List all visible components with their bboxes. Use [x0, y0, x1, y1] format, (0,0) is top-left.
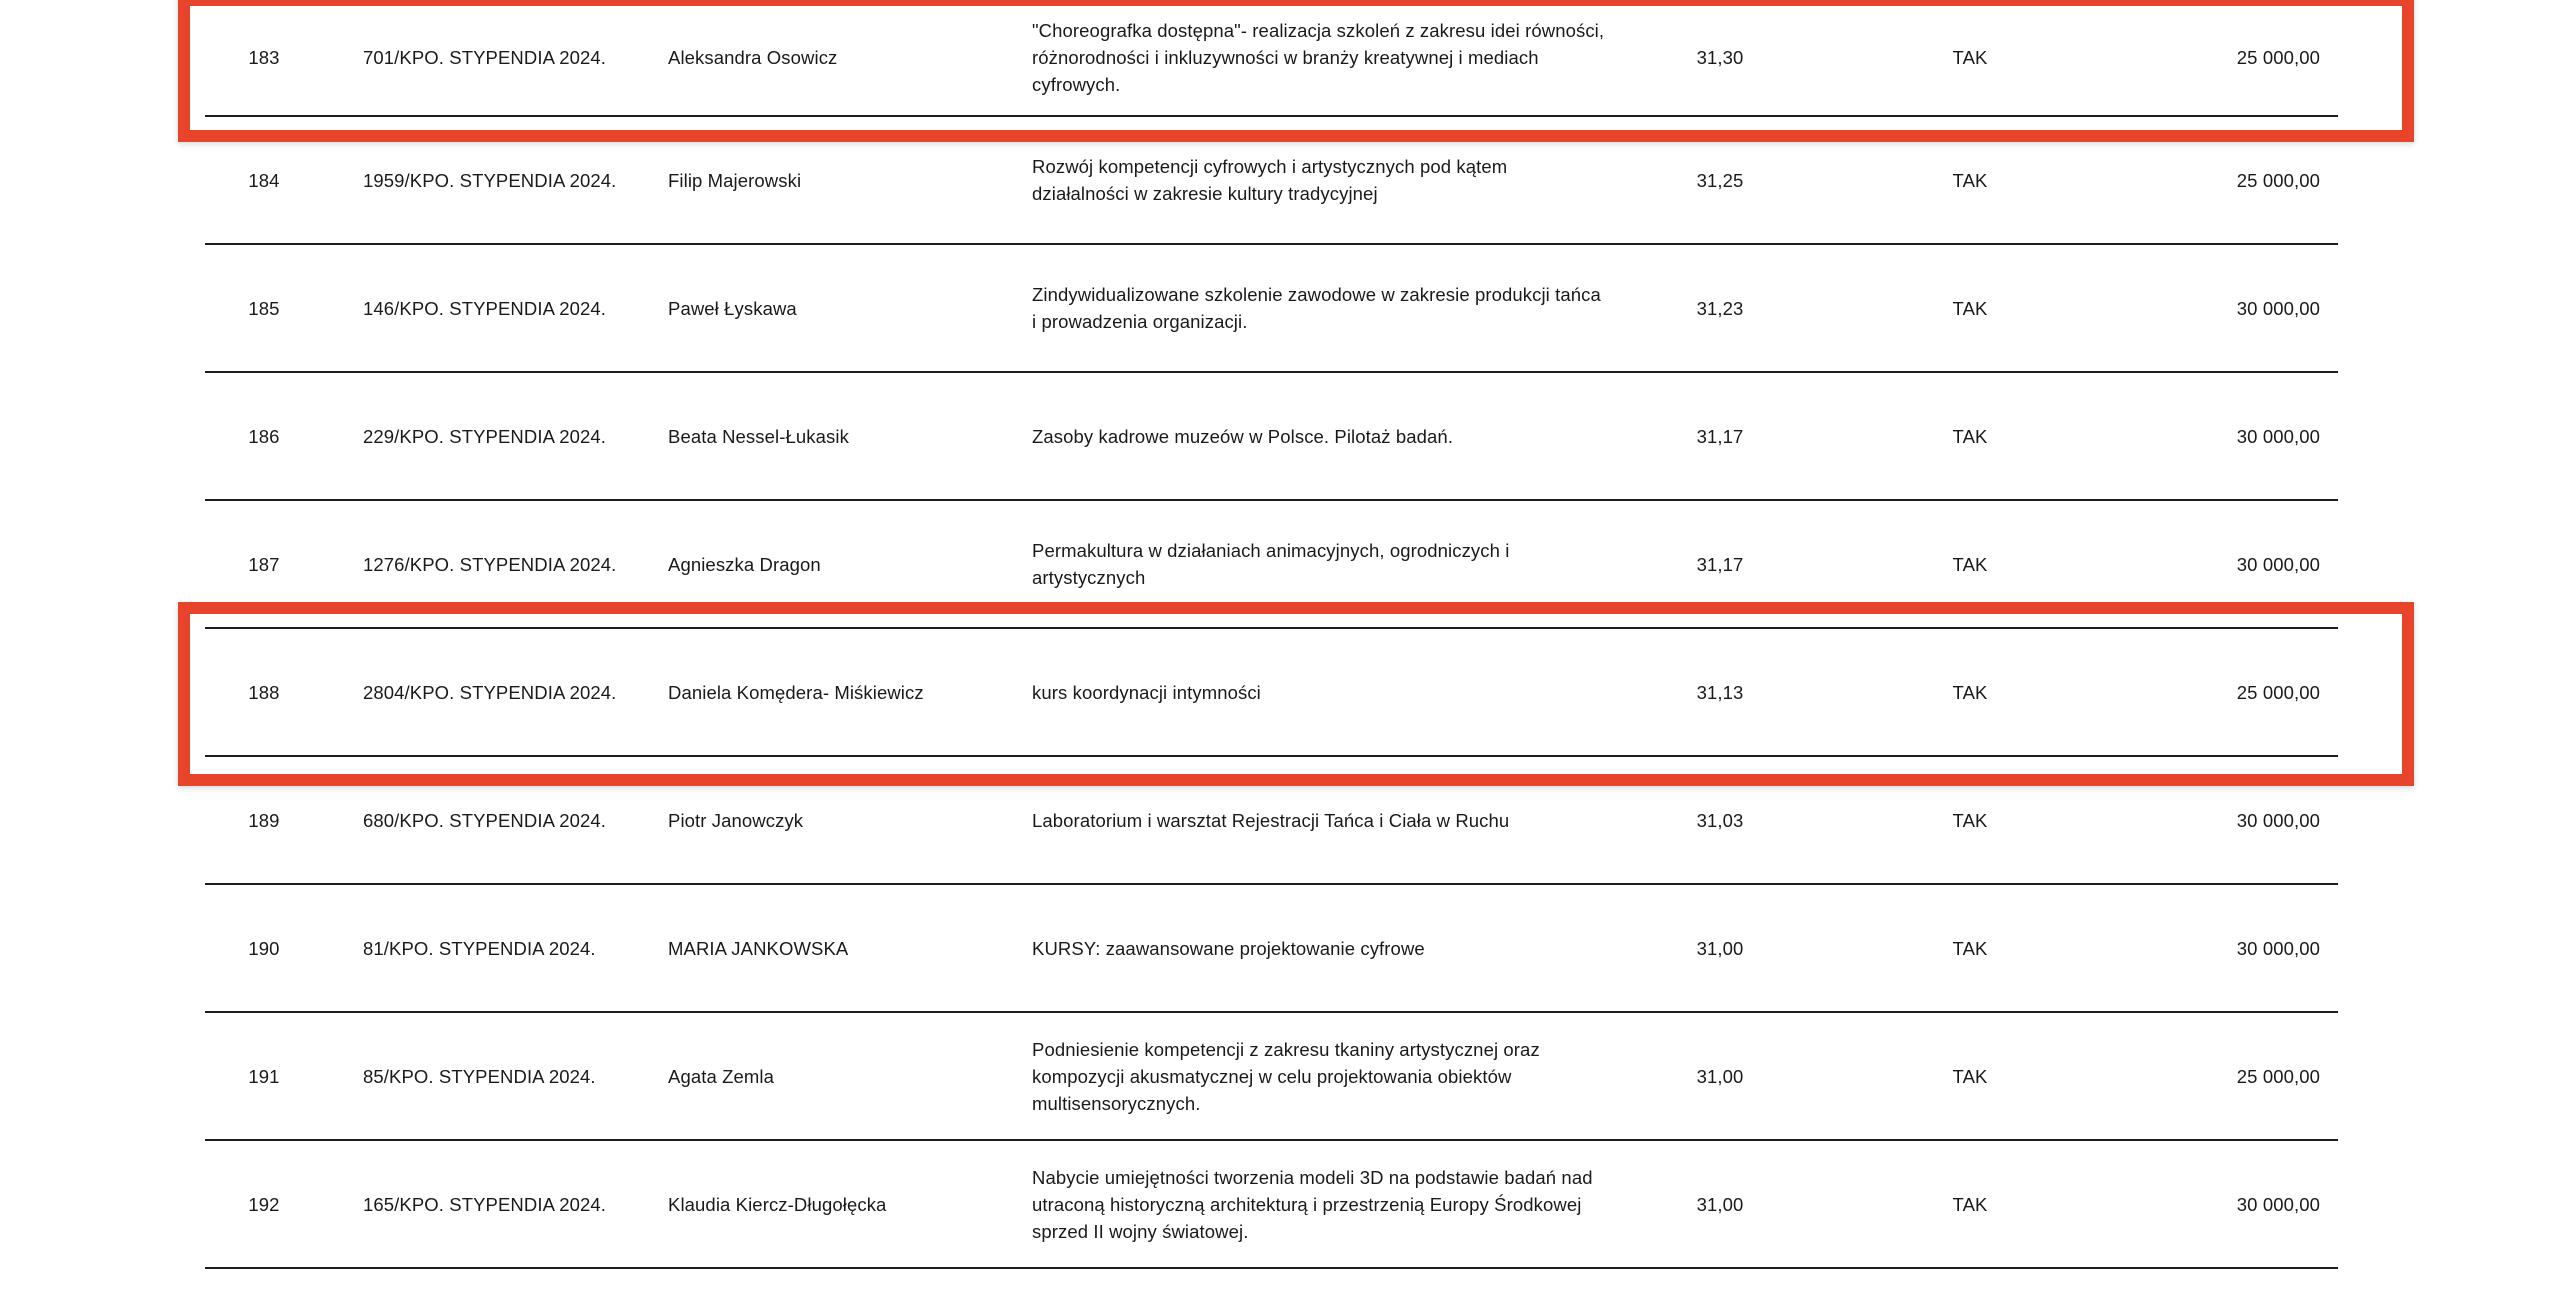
table-row: [205, 117, 2338, 245]
project-title: kurs koordynacji intymności: [1032, 681, 1261, 703]
project-title: Zindywidualizowane szkolenie zawodowe w zakresie produkcji tańca i prowadzenia organizacji.: [1032, 284, 1601, 332]
row-number: 184: [248, 169, 280, 191]
table-row: [205, 501, 2338, 629]
row-number: 190: [248, 937, 280, 959]
table-row: [205, 373, 2338, 501]
applicant-name: Paweł Łyskawa: [668, 297, 797, 319]
approval-flag: TAK: [1952, 1065, 1988, 1087]
amount: 25 000,00: [2236, 1065, 2320, 1087]
approval-flag: TAK: [1952, 809, 1988, 831]
table-row: [205, 885, 2338, 1013]
application-id: 701/KPO. STYPENDIA 2024.: [363, 47, 607, 68]
application-id: 1959/KPO. STYPENDIA 2024.: [363, 169, 617, 191]
table-row: [205, 629, 2338, 757]
score: 31,17: [1696, 425, 1744, 447]
row-number: 186: [248, 425, 280, 447]
amount: 30 000,00: [2236, 937, 2320, 959]
application-id: 1276/KPO. STYPENDIA 2024.: [363, 553, 617, 575]
application-id: 229/KPO. STYPENDIA 2024.: [363, 425, 607, 447]
applicant-name: Klaudia Kiercz-Długołęcka: [668, 1193, 887, 1215]
scholarship-table: [205, 0, 2338, 1269]
row-number: 192: [248, 1193, 280, 1215]
project-title: Nabycie umiejętności tworzenia modeli 3D na podstawie badań nad utraconą historyczną architekturą i przestrzenią Europy Środkowej sprzed II wojny światowej.: [1032, 1166, 1593, 1242]
score: 31,23: [1696, 297, 1744, 319]
approval-flag: TAK: [1952, 937, 1988, 959]
applicant-name: MARIA JANKOWSKA: [668, 937, 849, 959]
application-id: 165/KPO. STYPENDIA 2024.: [363, 1193, 607, 1215]
approval-flag: TAK: [1952, 297, 1988, 319]
amount: 30 000,00: [2236, 809, 2320, 831]
amount: 30 000,00: [2236, 1193, 2320, 1215]
approval-flag: TAK: [1952, 425, 1988, 447]
row-number: 191: [248, 1065, 280, 1087]
table-row: [205, 245, 2338, 373]
applicant-name: Daniela Komędera- Miśkiewicz: [668, 681, 924, 703]
project-title: Podniesienie kompetencji z zakresu tkaniny artystycznej oraz kompozycji akusmatycznej w celu projektowania obiektów multisensorycznych.: [1032, 1038, 1540, 1114]
project-title: Permakultura w działaniach animacyjnych, ogrodniczych i artystycznych: [1032, 540, 1510, 588]
project-title: KURSY: zaawansowane projektowanie cyfrowe: [1032, 937, 1425, 959]
row-number: 185: [248, 297, 280, 319]
project-title: Rozwój kompetencji cyfrowych i artystycznych pod kątem działalności w zakresie kultury tradycyjnej: [1032, 156, 1508, 204]
row-number: 188: [248, 681, 280, 703]
amount: 25 000,00: [2236, 169, 2320, 191]
application-id: 146/KPO. STYPENDIA 2024.: [363, 297, 607, 319]
approval-flag: TAK: [1952, 1193, 1988, 1215]
approval-flag: TAK: [1952, 169, 1988, 191]
score: 31,25: [1696, 169, 1744, 191]
project-title: "Choreografka dostępna"- realizacja szkoleń z zakresu idei równości, różnorodności i inkluzywności w branży kreatywnej i mediach cyfrowych.: [1032, 20, 1605, 95]
score: 31,00: [1696, 1065, 1744, 1087]
application-id: 2804/KPO. STYPENDIA 2024.: [363, 681, 617, 703]
table-row: [205, 757, 2338, 885]
applicant-name: Aleksandra Osowicz: [668, 47, 838, 68]
row-number: 183: [248, 47, 280, 68]
applicant-name: Filip Majerowski: [668, 169, 802, 191]
table-row: [205, 0, 2338, 117]
approval-flag: TAK: [1952, 681, 1988, 703]
amount: 30 000,00: [2236, 297, 2320, 319]
project-title: Laboratorium i warsztat Rejestracji Tańca i Ciała w Ruchu: [1032, 809, 1510, 831]
row-number: 187: [248, 553, 280, 575]
amount: 25 000,00: [2236, 681, 2320, 703]
score: 31,00: [1696, 1193, 1744, 1215]
applicant-name: Agnieszka Dragon: [668, 553, 821, 575]
score: 31,30: [1696, 47, 1744, 68]
amount: 30 000,00: [2236, 425, 2320, 447]
row-number: 189: [248, 809, 280, 831]
amount: 30 000,00: [2236, 553, 2320, 575]
table-row: [205, 1013, 2338, 1141]
applicant-name: Agata Zemla: [668, 1065, 774, 1087]
application-id: 81/KPO. STYPENDIA 2024.: [363, 937, 596, 959]
score: 31,17: [1696, 553, 1744, 575]
score: 31,03: [1696, 809, 1744, 831]
applicant-name: Piotr Janowczyk: [668, 809, 804, 831]
project-title: Zasoby kadrowe muzeów w Polsce. Pilotaż badań.: [1032, 425, 1454, 447]
score: 31,13: [1696, 681, 1744, 703]
approval-flag: TAK: [1952, 47, 1988, 68]
approval-flag: TAK: [1952, 553, 1988, 575]
application-id: 680/KPO. STYPENDIA 2024.: [363, 809, 607, 831]
table-row: [205, 1141, 2338, 1269]
score: 31,00: [1696, 937, 1744, 959]
applicant-name: Beata Nessel-Łukasik: [668, 425, 849, 447]
amount: 25 000,00: [2236, 47, 2320, 68]
application-id: 85/KPO. STYPENDIA 2024.: [363, 1065, 596, 1087]
